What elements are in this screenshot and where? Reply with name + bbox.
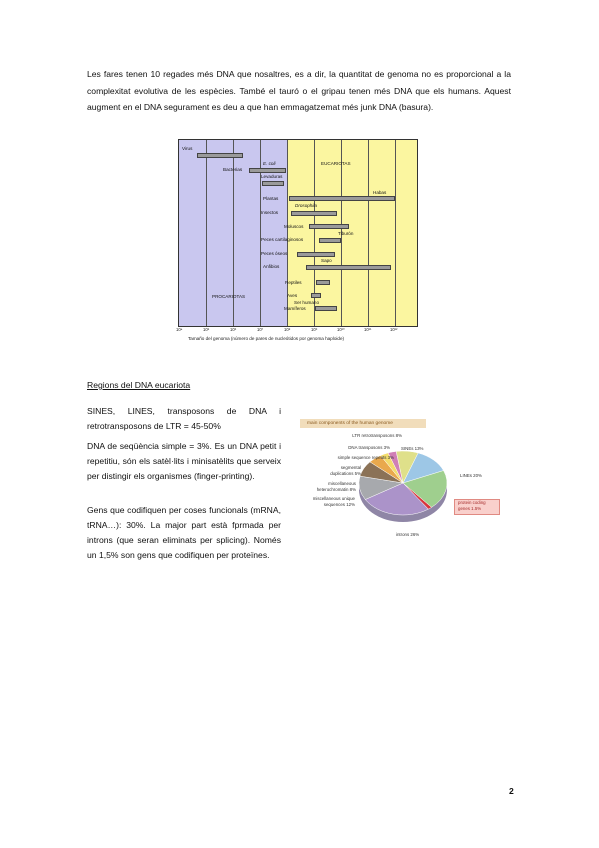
x-tick-label: 10⁷ [257,327,264,332]
grid-line [287,140,288,326]
paragraph-simple-sequence: DNA de seqüència simple = 3%. Es un DNA petit i repetitiu, són els satèl·lits i minisatèlits que serveix per distingir els organismes (finger-printing). [87,441,281,481]
range-bar [289,196,395,201]
organism-label: Sapo [321,258,332,263]
range-bar [197,153,243,158]
range-bar [315,306,337,311]
range-bar [249,168,286,173]
organism-label: Ser humano [294,300,320,305]
grid-line [368,140,369,326]
pie-label: segmental duplications 5% [330,465,361,476]
genome-size-plot [178,139,418,327]
x-tick-label: 10⁹ [311,327,318,332]
organism-label: E. coli [263,161,276,166]
x-axis-label: Tamaño del genoma (número de pares de nucleótidos por genoma haploide) [188,336,345,341]
x-tick-label: 10⁶ [230,327,237,332]
grid-line [206,140,207,326]
organism-label: Aves [287,293,298,298]
organism-label: Anfibios [263,264,280,269]
organism-label: Peces cartilaginosos [261,237,304,242]
organism-label: Drosophila [295,203,317,208]
organism-label: Reptiles [285,280,302,285]
organism-label: Levaduras [261,174,283,179]
intro-paragraph: Les fares tenen 10 regades més DNA que nosaltres, es a dir, la quantitat de genoma no es proporcional a la complexitat evolutiva de les espècies. També el tauró o el gripau tenen més DNA que els humans. Aquest augment en el DNA segurament es deu a que han emmagatzemat més junk DNA (basura). [87,69,511,112]
x-tick-label: 10¹¹ [364,327,372,332]
range-bar [306,265,391,270]
organism-label: Peces óseos [261,251,288,256]
procariotas-label: PROCARIOTAS [212,294,246,299]
pie-label: miscellaneous heterochromatin 8% [316,481,356,492]
pie-label: introns 26% [396,532,420,537]
pie-label: simple sequence repeats 3% [337,455,394,460]
organism-label: Plantas [263,196,279,201]
eucariotas-label: EUCARIOTAS [321,161,351,166]
x-tick-label: 10¹⁰ [337,327,345,332]
range-bar [319,238,341,243]
x-tick-label: 10⁴ [176,327,183,332]
pie-label: LTR retrotransposons 8% [352,433,402,438]
paragraph-functional-genes: Gens que codifiquen per coses funcionals (mRNA, tRNA…): 30%. La major part està fprmada per introns (que seran eliminats per splicing). Només un 1,5% son gens que codifiquen per proteïnes. [87,505,281,560]
organism-label: Habas [373,190,387,195]
range-bar [309,224,349,229]
pie-label: DNA transposons 3% [348,445,390,450]
x-tick-label: 10⁵ [203,327,210,332]
x-tick-label: 10⁸ [284,327,291,332]
x-tick-label: 10¹² [390,327,398,332]
organism-label: Mamíferos [284,306,306,311]
range-bar [311,293,321,298]
page-number: 2 [509,786,514,796]
organism-label: Virus [182,146,193,151]
organism-label: Tiburón [338,231,354,236]
human-genome-pie-figure [300,419,500,541]
organism-label: Moluscos [284,224,304,229]
pie-label: LINEs 20% [460,473,482,478]
organism-label: Insectos [261,210,279,215]
pie-label: SINEs 13% [401,446,424,451]
range-bar [291,211,337,216]
pie-label: miscellaneous unique sequences 12% [312,496,355,507]
section-heading: Regions del DNA eucariota [87,380,191,390]
grid-line [314,140,315,326]
organism-label: Bacterias [223,167,243,172]
pie-label: protein coding genes 1.5% [458,500,486,511]
genome-size-figure [176,136,420,348]
range-bar [262,181,284,186]
grid-line [395,140,396,326]
pie-title: main components of the human genome [300,419,426,428]
range-bar [316,280,330,285]
range-bar [297,252,335,257]
paragraph-repeats: SINES, LINES, transposons de DNA i retrotransposons de LTR = 45-50% [87,406,281,431]
